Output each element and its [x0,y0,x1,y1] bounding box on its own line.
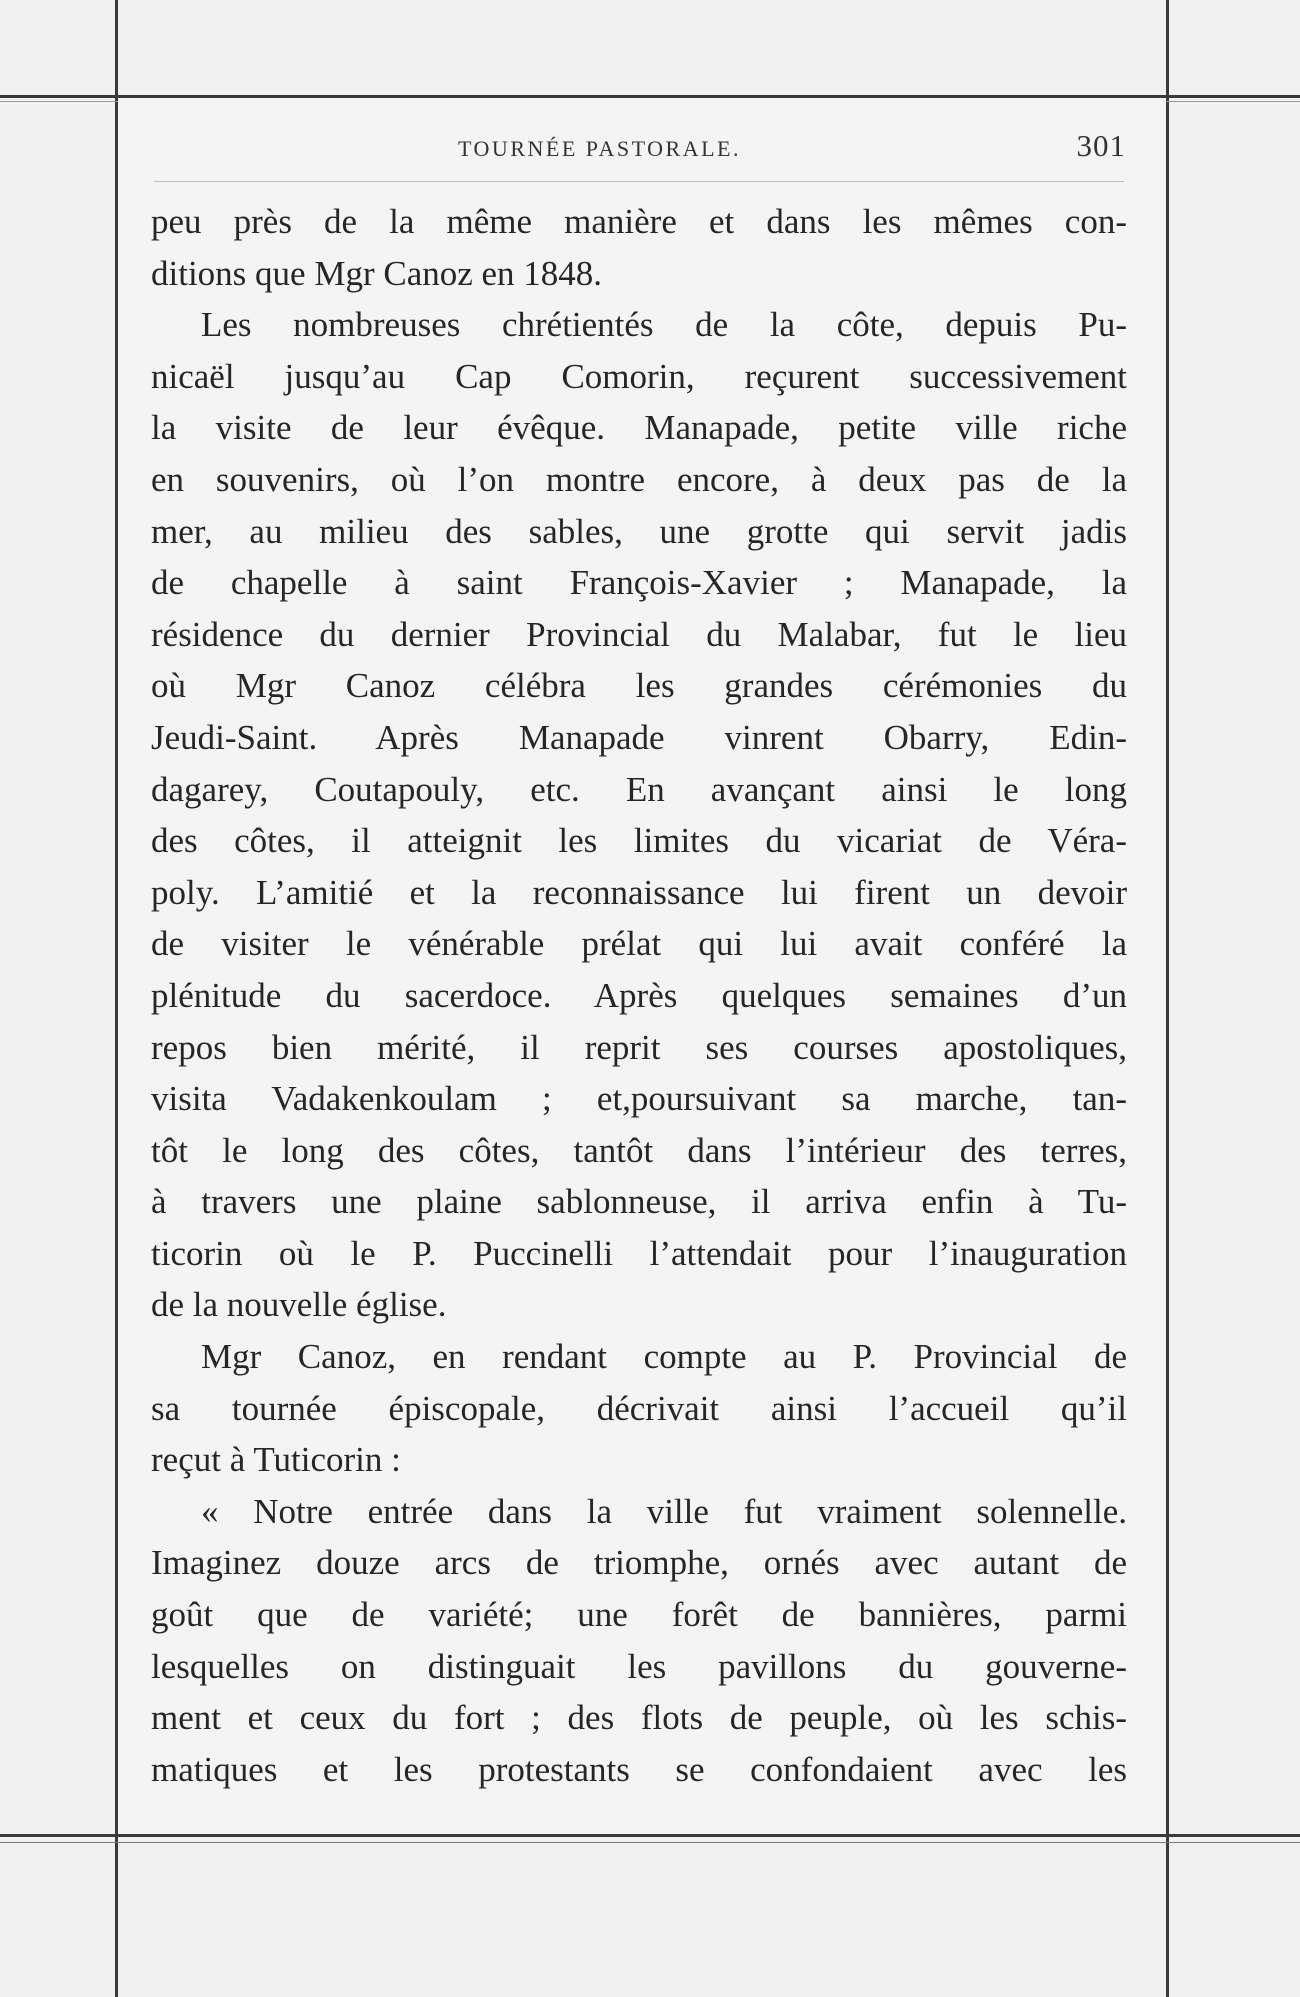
text-line: repos bien mérité, il reprit ses courses apostoliques, [151,1027,1127,1067]
scan-frame-bottom-shadow-line [0,1842,1300,1843]
text-line: sa tournée épiscopale, décrivait ainsi l’accueil qu’il [151,1388,1127,1428]
text-line: goût que de variété; une forêt de bannières, parmi [151,1595,1127,1635]
text-line: des côtes, il atteignit les limites du vicariat de Véra- [151,821,1127,861]
text-line: tôt le long des côtes, tantôt dans l’intérieur des terres, [151,1130,1127,1170]
text-line: reçut à Tuticorin : [151,1440,401,1480]
text-line: peu près de la même manière et dans les mêmes con- [151,202,1127,241]
text-line: Imaginez douze arcs de triomphe, ornés avec autant de [151,1543,1127,1583]
text-line: résidence du dernier Provincial du Malabar, fut le lieu [151,614,1127,654]
text-line: ment et ceux du fort ; des flots de peuple, où les schis- [151,1698,1127,1738]
running-head [118,128,1166,168]
scan-frame-right-line [1166,0,1169,1997]
text-line: plénitude du sacerdoce. Après quelques semaines d’un [151,975,1127,1015]
text-line: où Mgr Canoz célébra les grandes cérémonies du [151,666,1127,706]
text-line: de visiter le vénérable prélat qui lui avait conféré la [151,924,1127,964]
paragraph-start-line: Mgr Canoz, en rendant compte au P. Provincial de [201,1337,1127,1377]
scan-frame-bottom-line [0,1834,1300,1837]
header-rule [154,181,1124,182]
body-text [151,196,1127,1795]
text-line: ticorin où le P. Puccinelli l’attendait pour l’inauguration [151,1233,1127,1273]
text-line: à travers une plaine sablonneuse, il arriva enfin à Tu- [151,1182,1127,1222]
text-line: ditions que Mgr Canoz en 1848. [151,253,603,293]
text-line: matiques et les protestants se confondaient avec les [151,1749,1127,1789]
text-line: de la nouvelle église. [151,1285,447,1325]
text-line: visita Vadakenkoulam ; et,poursuivant sa marche, tan- [151,1079,1127,1119]
page-number: 301 [1076,128,1126,163]
paragraph-start-line: Les nombreuses chrétientés de la côte, depuis Pu- [201,305,1127,345]
text-line: en souvenirs, où l’on montre encore, à deux pas de la [151,459,1127,499]
text-line: mer, au milieu des sables, une grotte qui servit jadis [151,511,1127,551]
running-title: TOURNÉE PASTORALE. [458,136,741,161]
text-line: lesquelles on distinguait les pavillons du gouverne- [151,1646,1127,1686]
text-line: Jeudi-Saint. Après Manapade vinrent Obarry, Edin- [151,717,1127,757]
text-line: dagarey, Coutapouly, etc. En avançant ainsi le long [151,769,1127,809]
book-page [118,98,1166,1834]
text-line: de chapelle à saint François-Xavier ; Manapade, la [151,563,1127,603]
text-line: nicaël jusqu’au Cap Comorin, reçurent successivement [151,356,1127,396]
text-line: la visite de leur évêque. Manapade, petite ville riche [151,408,1127,448]
text-line: poly. L’amitié et la reconnaissance lui firent un devoir [151,872,1127,912]
paragraph-start-line: « Notre entrée dans la ville fut vraiment solennelle. [201,1491,1127,1531]
